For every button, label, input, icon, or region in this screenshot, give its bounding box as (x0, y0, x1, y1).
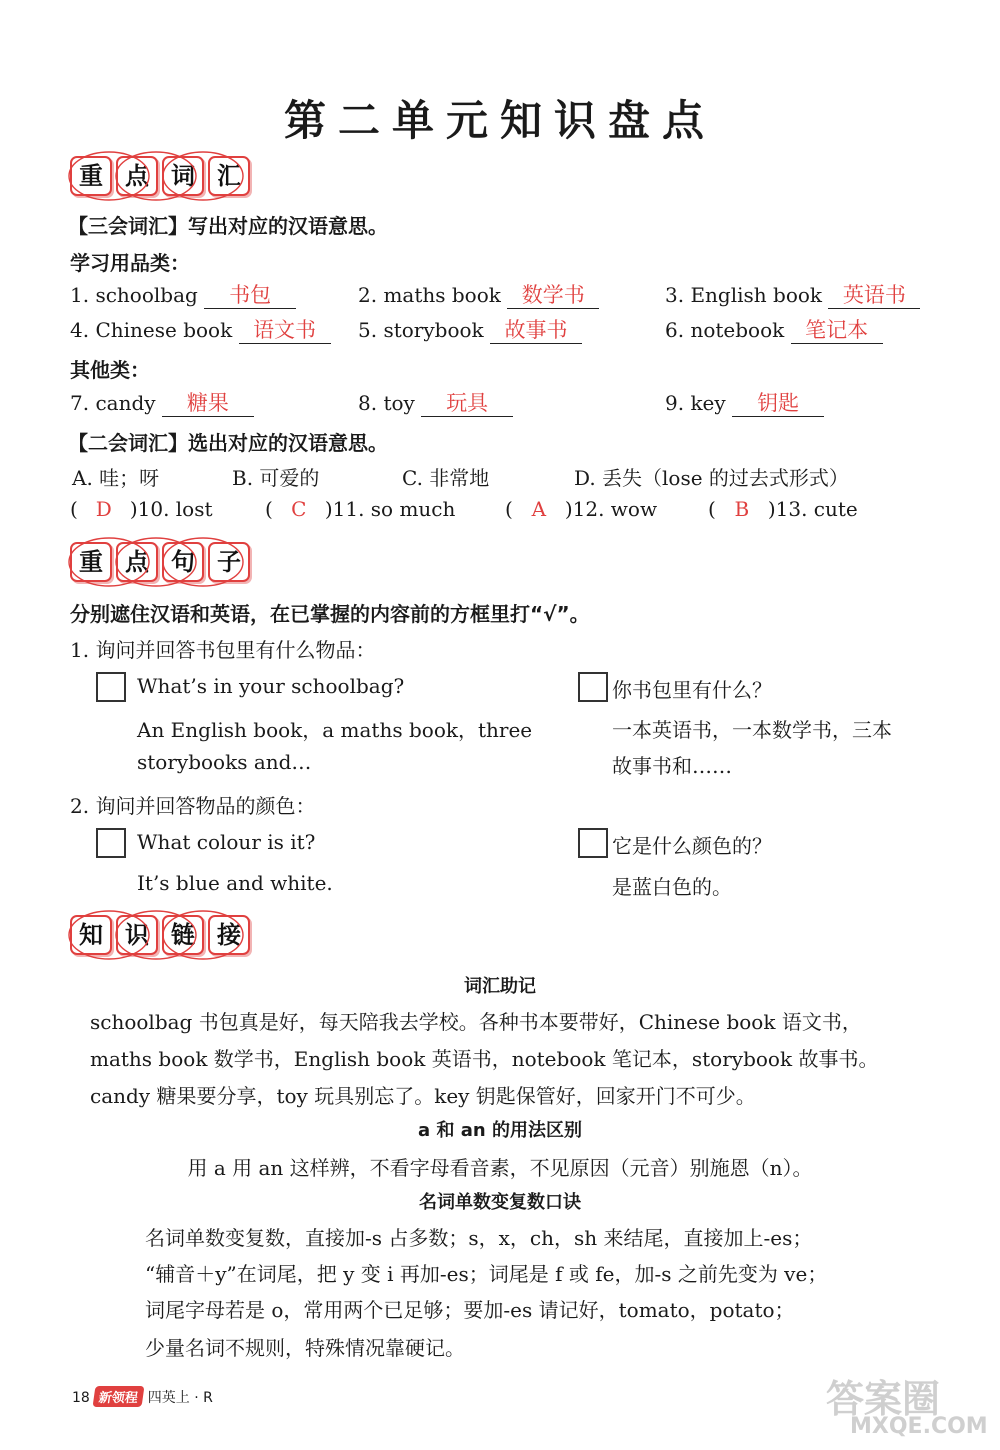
cn-answer-1-line2: 故事书和…… (612, 754, 732, 778)
vocab-item: 2. maths book 数学书 (358, 282, 599, 309)
a-an-heading: a 和 an 的用法区别 (418, 1120, 582, 1141)
plural-line: “辅音＋y”在词尾，把 y 变 i 再加-es；词尾是 f 或 fe，加-s 之前先变为 ve； (145, 1262, 828, 1286)
answer-field[interactable]: 糖果 (162, 390, 254, 417)
option: C. 非常地 (402, 466, 490, 490)
badge-char: 点 (116, 542, 158, 582)
badge-char: 链 (162, 915, 204, 955)
badge-char: 子 (208, 542, 250, 582)
match-question: ( C )11. so much (265, 497, 456, 521)
en-answer-1-line1: An English book，a maths book，three (137, 718, 533, 742)
checkbox-en-2[interactable] (96, 828, 126, 858)
page-footer (72, 1386, 213, 1407)
cn-question-1: 你书包里有什么？ (612, 678, 772, 702)
cn-question-2: 它是什么颜色的？ (612, 834, 772, 858)
sentence-group-2-heading: 2. 询问并回答物品的颜色： (70, 794, 316, 818)
checkbox-cn-2[interactable] (578, 828, 608, 858)
plural-line: 少量名词不规则，特殊情况靠硬记。 (145, 1336, 465, 1360)
checkbox-en-1[interactable] (96, 672, 126, 702)
answer-field[interactable]: 笔记本 (791, 317, 883, 344)
mnemonic-line: candy 糖果要分享，toy 玩具别忘了。key 钥匙保管好，回家开门不可少。 (90, 1084, 756, 1108)
badge-char: 点 (116, 156, 158, 196)
section-badge-key-vocab (70, 156, 250, 196)
plural-line: 词尾字母若是 o，常用两个已足够；要加-es 请记好，tomato，potato； (145, 1298, 795, 1322)
vocab-item: 4. Chinese book 语文书 (70, 317, 331, 344)
en-question-2: What colour is it? (137, 830, 316, 854)
vocab-item: 7. candy 糖果 (70, 390, 254, 417)
a-an-rule: 用 a 用 an 这样辨，不看字母看音素，不见原因（元音）别施恩（n）。 (187, 1156, 813, 1180)
page-title: 第二单元知识盘点 (283, 96, 716, 145)
en-question-1: What’s in your schoolbag? (137, 674, 405, 698)
answer-field[interactable]: 数学书 (507, 282, 599, 309)
badge-char: 接 (208, 915, 250, 955)
match-answer[interactable]: C (291, 497, 307, 521)
category-others: 其他类： (70, 358, 150, 382)
en-answer-1-line2: storybooks and… (137, 750, 312, 774)
vocab-item: 3. English book 英语书 (665, 282, 920, 309)
match-question: ( D )10. lost (70, 497, 213, 521)
option: D. 丢失（lose 的过去式形式） (574, 466, 849, 490)
answer-field[interactable]: 书包 (204, 282, 296, 309)
vocab-item: 8. toy 玩具 (358, 390, 513, 417)
badge-char: 汇 (208, 156, 250, 196)
checkbox-icon[interactable] (96, 828, 126, 858)
badge-char: 知 (70, 915, 112, 955)
vocab-item: 9. key 钥匙 (665, 390, 824, 417)
vocab-item: 6. notebook 笔记本 (665, 317, 883, 344)
option: B. 可爱的 (232, 466, 320, 490)
section-badge-key-sentences (70, 542, 250, 582)
match-question: ( A )12. wow (505, 497, 658, 521)
mnemonic-line: maths book 数学书，English book 英语书，notebook 笔记本，storybook 故事书。 (90, 1047, 879, 1071)
cn-answer-2: 是蓝白色的。 (612, 875, 732, 899)
watermark-logo: 答案圈 (826, 1377, 941, 1421)
watermark-url: MXQE.COM (850, 1414, 988, 1439)
en-answer-2: It’s blue and white. (137, 871, 333, 895)
section-badge-knowledge-link (70, 915, 250, 955)
checkbox-icon[interactable] (96, 672, 126, 702)
answer-field[interactable]: 玩具 (421, 390, 513, 417)
checkbox-icon[interactable] (578, 672, 608, 702)
badge-char: 句 (162, 542, 204, 582)
two-skill-heading: 【二会词汇】选出对应的汉语意思。 (68, 431, 388, 455)
vocab-item: 5. storybook 故事书 (358, 317, 582, 344)
three-skill-heading: 【三会词汇】写出对应的汉语意思。 (68, 214, 388, 238)
match-answer[interactable]: D (95, 497, 112, 521)
vocab-item: 1. schoolbag 书包 (70, 282, 296, 309)
badge-char: 重 (70, 156, 112, 196)
mnemonic-heading: 词汇助记 (464, 976, 536, 997)
answer-field[interactable]: 故事书 (490, 317, 582, 344)
mnemonic-line: schoolbag 书包真是好，每天陪我去学校。各种书本要带好，Chinese book 语文书， (90, 1010, 862, 1034)
checkbox-icon[interactable] (578, 828, 608, 858)
answer-field[interactable]: 英语书 (828, 282, 920, 309)
brand-logo: 新领程 (93, 1386, 145, 1407)
checkbox-cn-1[interactable] (578, 672, 608, 702)
match-question: ( B )13. cute (708, 497, 858, 521)
page-number: 18 (72, 1390, 90, 1406)
plural-heading: 名词单数变复数口诀 (419, 1192, 581, 1213)
sentence-group-1-heading: 1. 询问并回答书包里有什么物品： (70, 638, 376, 662)
answer-field[interactable]: 钥匙 (732, 390, 824, 417)
cn-answer-1-line1: 一本英语书，一本数学书，三本 (612, 718, 892, 742)
answer-field[interactable]: 语文书 (239, 317, 331, 344)
badge-char: 识 (116, 915, 158, 955)
badge-char: 词 (162, 156, 204, 196)
option: A. 哇；呀 (72, 466, 160, 490)
badge-char: 重 (70, 542, 112, 582)
sentences-instruction: 分别遮住汉语和英语，在已掌握的内容前的方框里打“√”。 (70, 602, 590, 626)
plural-line: 名词单数变复数，直接加-s 占多数；s，x，ch，sh 来结尾，直接加上-es； (145, 1226, 813, 1250)
match-answer[interactable]: B (734, 497, 750, 521)
category-school-supplies: 学习用品类： (70, 251, 190, 275)
book-label: 四英上 · R (147, 1390, 213, 1406)
match-answer[interactable]: A (531, 497, 547, 521)
